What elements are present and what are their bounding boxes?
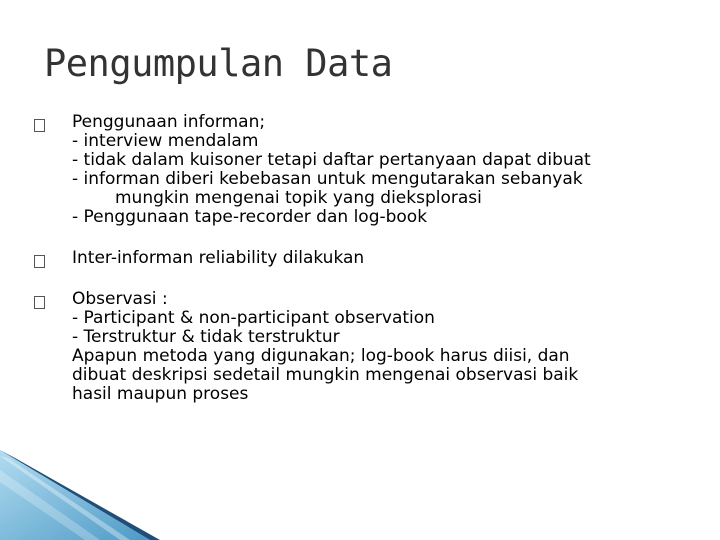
bullet-line: hasil maupun proses	[72, 384, 249, 404]
bullet-line: Apapun metoda yang digunakan; log-book harus diisi, dan	[72, 346, 570, 366]
bullet-box-icon	[34, 296, 45, 309]
bullet-line: - interview mendalam	[72, 131, 259, 151]
decorative-corner-swoosh	[0, 450, 200, 540]
bullet-item	[34, 290, 694, 404]
bullet-item	[34, 249, 694, 268]
bullet-box-icon	[34, 119, 45, 132]
bullet-line: - Penggunaan tape-recorder dan log-book	[72, 207, 428, 227]
bullet-item	[34, 113, 694, 227]
bullet-line: Penggunaan informan;	[72, 112, 266, 132]
bullet-line: dibuat deskripsi sedetail mungkin mengenai observasi baik	[72, 365, 579, 385]
bullet-list	[34, 113, 694, 418]
bullet-line: Inter-informan reliability dilakukan	[72, 248, 365, 268]
bullet-line: - Terstruktur & tidak terstruktur	[72, 327, 340, 347]
slide-title: Pengumpulan Data	[44, 42, 393, 85]
bullet-line: - informan diberi kebebasan untuk mengutarakan sebanyak	[72, 169, 583, 189]
bullet-line: - Participant & non-participant observation	[72, 308, 435, 328]
bullet-line: - tidak dalam kuisoner tetapi daftar pertanyaan dapat dibuat	[72, 150, 591, 170]
bullet-box-icon	[34, 255, 45, 268]
bullet-line: mungkin mengenai topik yang dieksplorasi	[115, 188, 482, 208]
bullet-line: Observasi :	[72, 289, 168, 309]
